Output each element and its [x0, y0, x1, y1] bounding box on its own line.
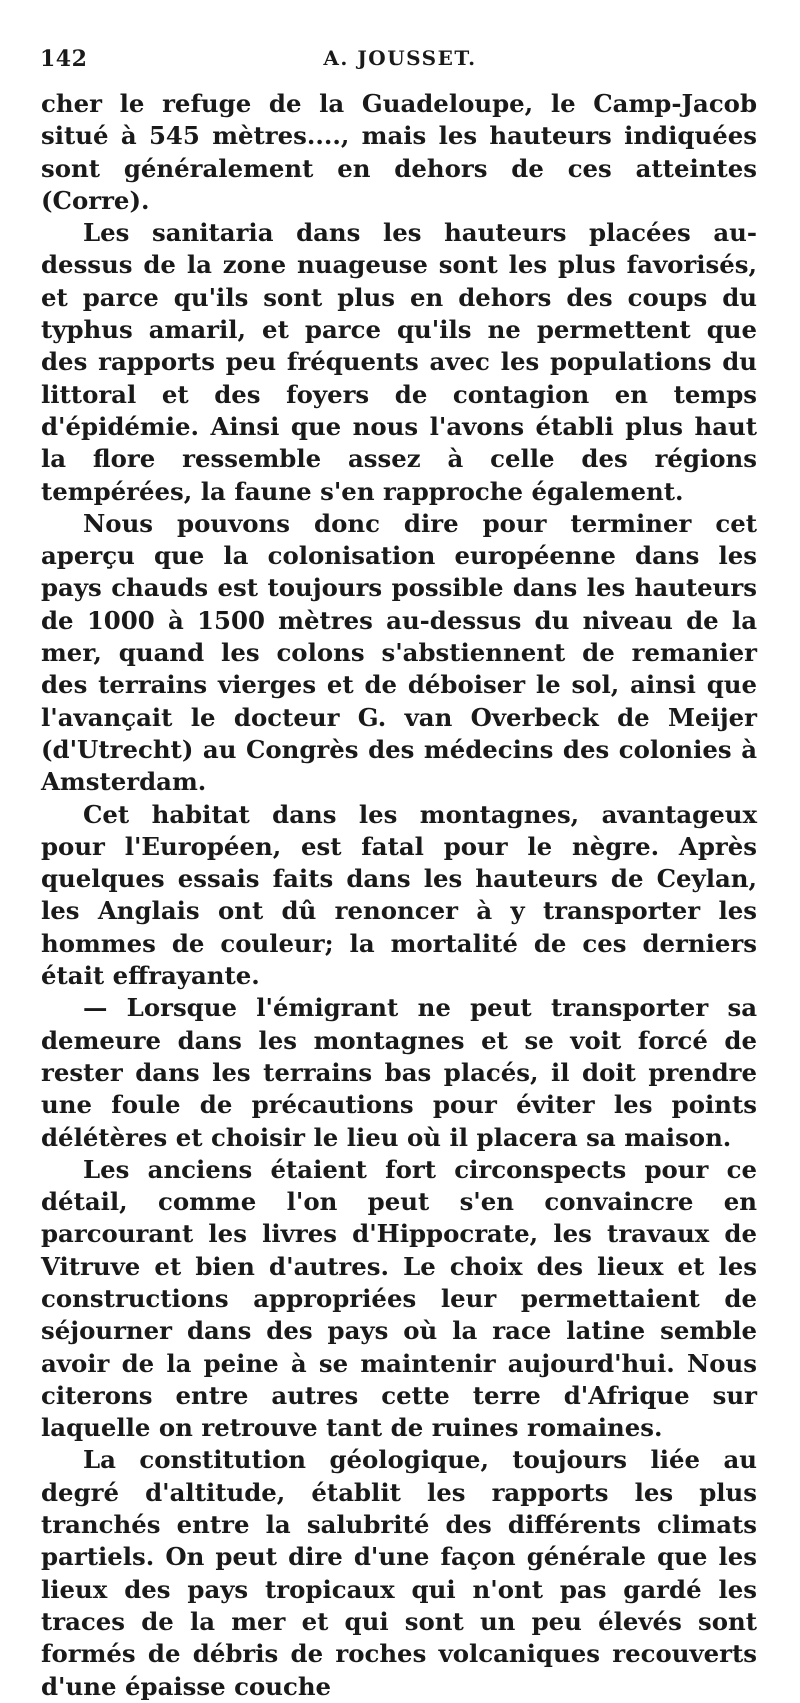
paragraph-3: Nous pouvons donc dire pour terminer cet aperçu que la colonisation européenne dans les pays chauds est toujours possible dans les hauteurs de 1000 à 1500 mètres au-dessus du niveau de la mer, quand les colons s'abstiennent de remanier des terrains vierges et de déboiser le sol, ainsi que l'avançait le docteur G. van Overbeck de Meijer (d'Utrecht) au Congrès des médecins des colonies à Amsterdam.	[41, 508, 757, 797]
paragraph-4: Cet habitat dans les montagnes, avantageux pour l'Européen, est fatal pour le nègre. Après quelques essais faits dans les hauteurs de Ceylan, les Anglais ont dû renoncer à y transporter les hommes de couleur; la mortalité de ces derniers était effrayante.	[41, 799, 757, 991]
body-text	[41, 88, 757, 1703]
paragraph-1: cher le refuge de la Guadeloupe, le Camp-Jacob situé à 545 mètres...., mais les hauteurs indiquées sont généralement en dehors de ces atteintes (Corre).	[41, 89, 757, 215]
running-head: A. JOUSSET.	[323, 46, 477, 70]
paragraph-2: Les sanitaria dans les hauteurs placées au-dessus de la zone nuageuse sont les plus favorisés, et parce qu'ils sont plus en dehors des coups du typhus amaril, et parce qu'ils ne permettent que des rapports peu fréquents avec les populations du littoral et des foyers de contagion en temps d'épidémie. Ainsi que nous l'avons établi plus haut la flore ressemble assez à celle des régions tempérées, la faune s'en rapproche également.	[41, 218, 757, 506]
paragraph-6: Les anciens étaient fort circonspects pour ce détail, comme l'on peut s'en convaincre en parcourant les livres d'Hippocrate, les travaux de Vitruve et bien d'autres. Le choix des lieux et les constructions appropriées leur permettaient de séjourner dans des pays où la race latine semble avoir de la peine à se maintenir aujourd'hui. Nous citerons entre autres cette terre d'Afrique sur laquelle on retrouve tant de ruines romaines.	[41, 1154, 757, 1443]
page-number: 142	[40, 46, 88, 72]
page-header	[40, 46, 760, 80]
paragraph-5: — Lorsque l'émigrant ne peut transporter sa demeure dans les montagnes et se voit forcé de rester dans les terrains bas placés, il doit prendre une foule de précautions pour éviter les points délétères et choisir le lieu où il placera sa maison.	[41, 993, 757, 1152]
paragraph-7: La constitution géologique, toujours liée au degré d'altitude, établit les rapports les plus tranchés entre la salubrité des différents climats partiels. On peut dire d'une façon générale que les lieux des pays tropicaux qui n'ont pas gardé les traces de la mer et qui sont un peu élevés sont formés de débris de roches volcaniques recouverts d'une épaisse couche	[41, 1445, 757, 1701]
